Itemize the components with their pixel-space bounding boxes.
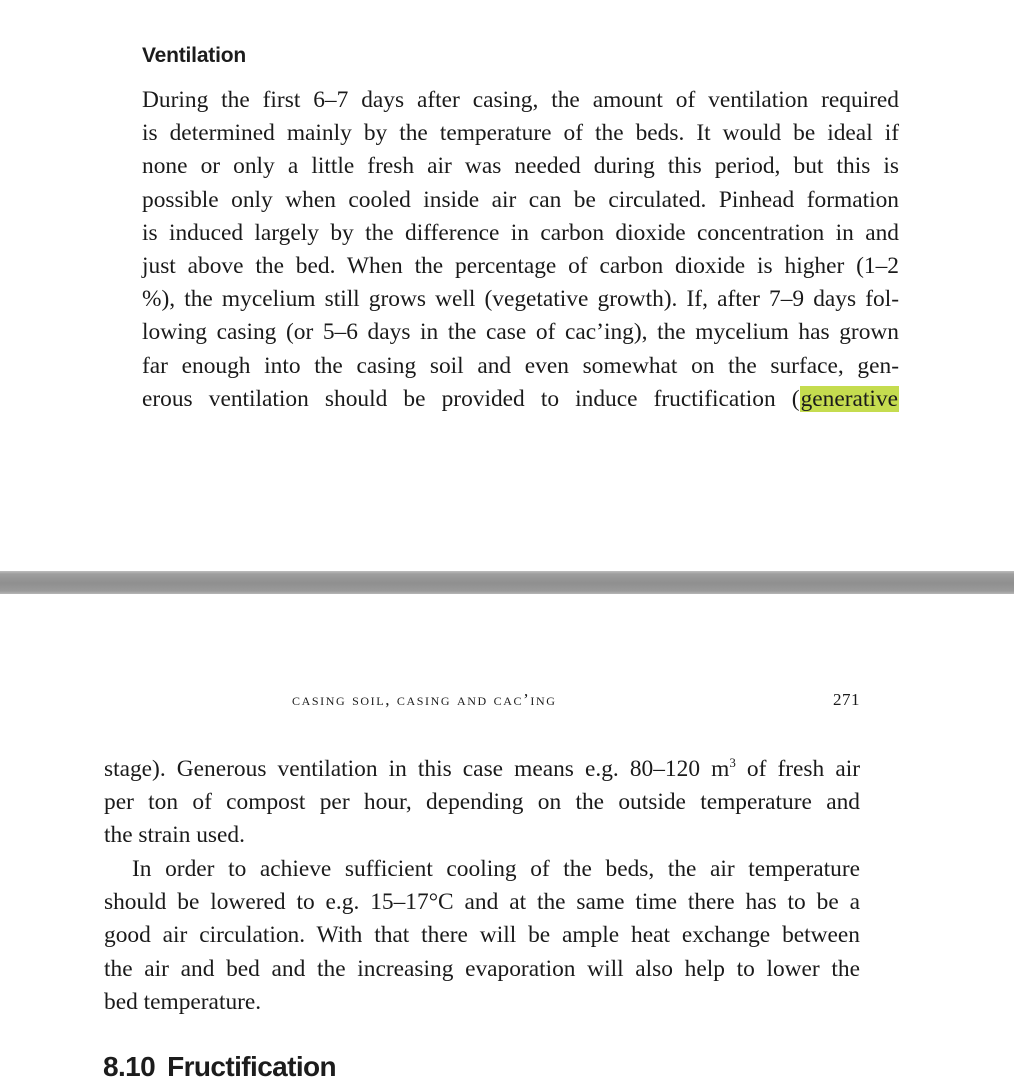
text-line: is determined mainly by the temperature of the beds. It would be ideal if	[142, 120, 899, 147]
text-line: is induced largely by the difference in carbon dioxide concentration in and	[142, 219, 899, 246]
text-line: lowing casing (or 5–6 days in the case of cac’ing), the mycelium has grown	[142, 319, 899, 346]
text-line: %), the mycelium still grows well (vegetative growth). If, after 7–9 days fol-	[142, 286, 899, 313]
running-head-title: casing soil, casing and cac’ing	[292, 690, 557, 709]
cooling-paragraph	[104, 853, 860, 1019]
page-number: 271	[833, 690, 860, 709]
text-line: none or only a little fresh air was needed during this period, but this is	[142, 153, 899, 180]
text-line: During the first 6–7 days after casing, the amount of ventilation required	[142, 87, 899, 113]
text-line-with-highlight	[142, 383, 899, 416]
text-line-prefix: erous ventilation should be provided to induce fructification (	[142, 385, 800, 412]
superscript-three: 3	[729, 755, 736, 770]
text-line: per ton of compost per hour, depending on the outside temperature and	[104, 789, 860, 816]
text-line: In order to achieve sufficient cooling of the beds, the air temperature	[132, 856, 860, 882]
section-heading-ventilation: Ventilation	[142, 44, 246, 67]
text-line: the air and bed and the increasing evaporation will also help to lower the	[104, 955, 860, 982]
text-line-segment: of fresh air	[735, 756, 860, 782]
text-line: just above the bed. When the percentage of carbon dioxide is higher (1–2	[142, 252, 899, 279]
subsection-number: 8.10	[103, 1051, 156, 1082]
ventilation-paragraph	[142, 84, 899, 416]
text-line: good air circulation. With that there will be ample heat exchange between	[104, 922, 860, 949]
text-line: the strain used.	[104, 822, 245, 849]
text-line: far enough into the casing soil and even somewhat on the surface, gen-	[142, 352, 899, 379]
bottom-page	[0, 594, 1014, 1092]
ventilation-continuation-paragraph	[104, 753, 860, 853]
subsection-title: Fructification	[167, 1051, 337, 1082]
subsection-heading-fructification	[103, 1051, 336, 1083]
page-divider	[0, 571, 1014, 594]
text-line: bed temperature.	[104, 988, 262, 1015]
highlighted-word[interactable]: generative	[800, 385, 898, 412]
text-line	[104, 753, 860, 786]
text-line: should be lowered to e.g. 15–17°C and at the same time there has to be a	[104, 889, 860, 916]
text-line: possible only when cooled inside air can be circulated. Pinhead formation	[142, 186, 899, 213]
text-line-segment: stage). Generous ventilation in this case means e.g. 80–120 m	[104, 756, 730, 782]
